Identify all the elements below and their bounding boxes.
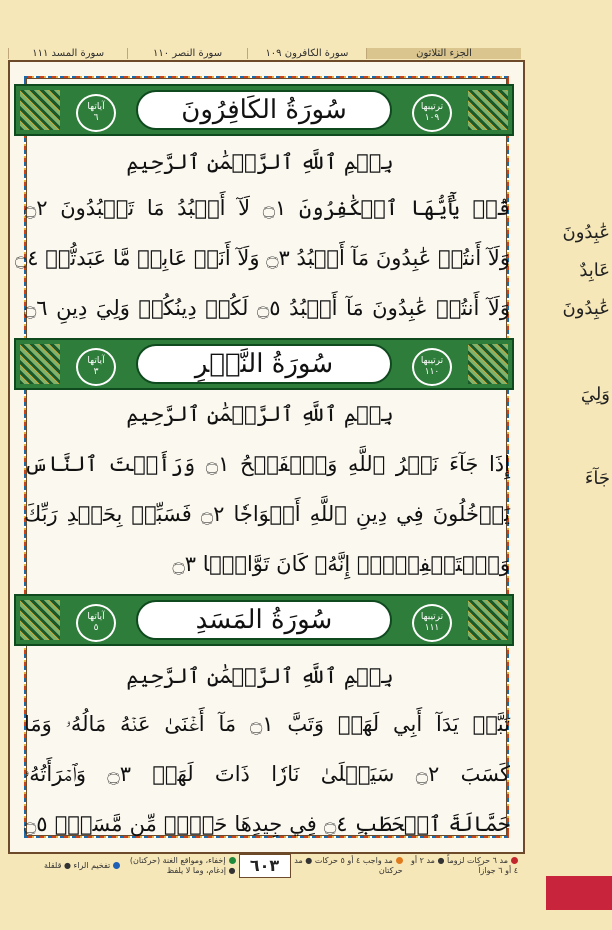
margin-note: عَٰبِدُونَ <box>562 222 610 243</box>
surah-banner-kafirun <box>14 84 514 136</box>
order-label: ترتيبها <box>420 356 444 366</box>
legend-dot-icon <box>511 857 518 864</box>
basmala: بِسۡمِ ٱللَّهِ ٱلرَّحۡمَٰنِ ٱلرَّحِيمِ <box>126 402 394 426</box>
order-label: ترتيبها <box>420 612 444 622</box>
order-number: ١٠٩ <box>424 113 440 123</box>
banner-ornament <box>468 344 508 384</box>
legend-text: تفخيم الراء ● قلقلة <box>43 861 111 870</box>
surah-ayat-medal <box>76 604 116 642</box>
legend-item <box>291 856 406 876</box>
surah-title: سُورَةُ النَّصۡرِ <box>136 344 392 384</box>
header-surah-3: سورة المسد ١١١ <box>8 48 127 59</box>
margin-note: عَابِدٌ <box>579 260 610 281</box>
legend-dot-icon <box>396 857 403 864</box>
legend-text: إخفاء، ومواقع الغنة (حركتان) ● إدغام، وما لا يلفظ <box>129 856 236 875</box>
basmala: بِسۡمِ ٱللَّهِ ٱلرَّحۡمَٰنِ ٱلرَّحِيمِ <box>126 664 394 688</box>
verse-line: وَلَآ أَنتُمۡ عَٰبِدُونَ مَآ أَعۡبُدُ ۝٣ وَلَآ أَنَا۠ عَابِدٞ مَّا عَبَدتُّمۡ ۝٤ <box>14 246 510 270</box>
legend-dot-icon <box>113 862 120 869</box>
banner-ornament <box>20 600 60 640</box>
legend-dot-icon <box>229 857 236 864</box>
margin-note: وَلِيَ <box>580 384 610 405</box>
surah-ayat-medal <box>76 348 116 386</box>
banner-ornament <box>468 90 508 130</box>
surah-order-medal <box>412 604 452 642</box>
banner-ornament <box>20 344 60 384</box>
margin-note: عَٰبِدُونَ <box>562 298 610 319</box>
banner-ornament <box>468 600 508 640</box>
basmala: بِسۡمِ ٱللَّهِ ٱلرَّحۡمَٰنِ ٱلرَّحِيمِ <box>126 150 394 174</box>
legend-item <box>8 861 123 871</box>
legend-item <box>123 856 238 876</box>
verse-line: حَمَّالَةَ ٱلۡحَطَبِ ۝٤ فِي جِيدِهَا حَبۡلٞ مِّن مَّسَدِۭ ۝٥ <box>24 812 510 836</box>
surah-ayat-medal <box>76 94 116 132</box>
surah-title: سُورَةُ الكَافِرُونَ <box>136 90 392 130</box>
legend-item <box>406 856 521 876</box>
order-number: ١١١ <box>424 623 440 633</box>
verse-line: تَبَّتۡ يَدَآ أَبِي لَهَبٖ وَتَبَّ ۝١ مَآ أَغۡنَىٰ عَنۡهُ مَالُهُۥ وَمَا <box>24 712 510 736</box>
ayat-count: ٦ <box>93 113 99 123</box>
verse-line: وَٱسۡتَغۡفِرۡهُۚ إِنَّهُۥ كَانَ تَوَّابَۢا ۝٣ <box>172 552 510 576</box>
verse-line: وَلَآ أَنتُمۡ عَٰبِدُونَ مَآ أَعۡبُدُ ۝٥ لَكُمۡ دِينُكُمۡ وَلِيَ دِينِ ۝٦ <box>24 296 511 320</box>
ayat-count: ٣ <box>93 367 99 377</box>
tajweed-legend <box>8 852 521 880</box>
surah-order-medal <box>412 94 452 132</box>
juz-label: الجزء الثلاثون <box>366 48 521 59</box>
surah-title: سُورَةُ المَسَدِ <box>136 600 392 640</box>
ayat-label: آياتها <box>87 612 105 622</box>
banner-ornament <box>20 90 60 130</box>
ayat-count: ٥ <box>93 623 99 633</box>
verse-line: يَدۡخُلُونَ فِي دِينِ ٱللَّهِ أَفۡوَاجٗا ۝٢ فَسَبِّحۡ بِحَمۡدِ رَبِّكَ <box>24 502 510 526</box>
page-number: ٦٠٣ <box>239 854 291 878</box>
ayat-label: آياتها <box>87 102 105 112</box>
order-number: ١١٠ <box>424 367 440 377</box>
verse-line: إِذَا جَآءَ نَصۡرُ ٱللَّهِ وَٱلۡفَتۡحُ ۝١ وَرَأَيۡتَ ٱلنَّاسَ <box>24 452 510 476</box>
legend-text: مد واجب ٤ أو ٥ حركات ● مد حركتان <box>294 856 403 875</box>
surah-order-medal <box>412 348 452 386</box>
header-surah-2: سورة النصر ١١٠ <box>127 48 246 59</box>
ayat-label: آياتها <box>87 356 105 366</box>
legend-text: مد ٦ حركات لزوماً ● مد ٢ أو ٤ أو ٦ جوازاً <box>410 856 518 875</box>
page-edge-tab <box>546 876 612 910</box>
margin-note: جَآءَ <box>584 468 610 489</box>
surah-banner-masad <box>14 594 514 646</box>
order-label: ترتيبها <box>420 102 444 112</box>
verse-line: قُلۡ يَٰٓأَيُّهَا ٱلۡكَٰفِرُونَ ۝١ لَآ أَعۡبُدُ مَا تَعۡبُدُونَ ۝٢ <box>24 196 510 220</box>
header-surah-1: سورة الكافرون ١٠٩ <box>247 48 366 59</box>
surah-banner-nasr <box>14 338 514 390</box>
verse-line: كَسَبَ ۝٢ سَيَصۡلَىٰ نَارٗا ذَاتَ لَهَبٖ ۝٣ وَٱمۡرَأَتُهُۥ <box>24 762 510 786</box>
